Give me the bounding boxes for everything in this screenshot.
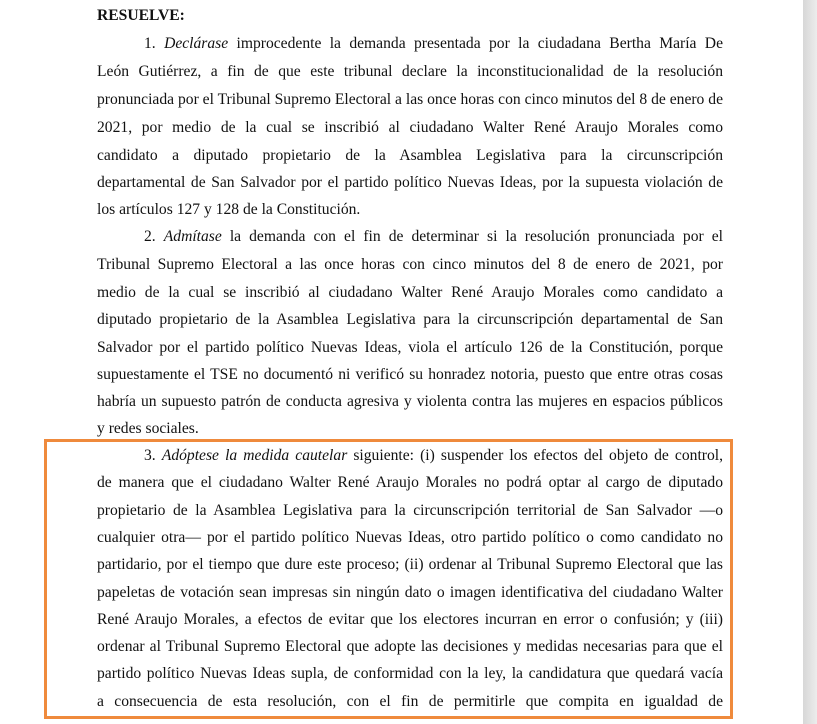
item-3-line-4: cualquier otra— por el partido político Nuevas Ideas, otro partido político o como candidato no [97, 529, 723, 546]
item-1-line-5: candidato a diputado propietario de la Asamblea Legislativa para la circunscripción [97, 147, 723, 164]
item-3-line-8: ordenar al Tribunal Supremo Electoral que adopte las decisiones y medidas necesarias para que el [97, 638, 723, 655]
highlight-box [44, 439, 733, 719]
item-2-line-3: medio de la cual se inscribió al ciudadano Walter René Araujo Morales como candidato a [97, 284, 723, 301]
item-1-line-7: los artículos 127 y 128 de la Constitución. [97, 201, 361, 218]
item-2-number: 2. [144, 228, 156, 245]
item-2-line-8: y redes sociales. [97, 420, 199, 437]
item-3-number: 3. [144, 447, 156, 464]
item-3-line-1: 3. Adóptese la medida cautelar siguiente: (i) suspender los efectos del objeto de control, [144, 447, 724, 464]
item-2-line-7: habría un supuesto patrón de conducta agresiva y violenta contra las mujeres en espacios públicos [97, 393, 723, 410]
item-3-line-5: partidario, por el tiempo que dure este proceso; (ii) ordenar al Tribunal Supremo Electoral que las [97, 556, 723, 573]
item-1-verb: Declárase [164, 35, 229, 52]
item-2-line-5: Salvador por el partido político Nuevas Ideas, viola el artículo 126 de la Constitución, porque [97, 339, 723, 356]
item-3-line-7: René Araujo Morales, a efectos de evitar que los electores incurran en error o confusión; y (iii) [97, 611, 723, 628]
item-1-line-3: pronunciada por el Tribunal Supremo Electoral a las once horas con cinco minutos del 8 de enero de [97, 91, 723, 108]
item-2-line-2: Tribunal Supremo Electoral a las once horas con cinco minutos del 8 de enero de 2021, por [97, 256, 723, 273]
item-1-line-2: León Gutiérrez, a fin de que este tribunal declare la inconstitucionalidad de la resolución [97, 63, 723, 80]
item-3-line-3: propietario de la Asamblea Legislativa para la circunscripción territorial de San Salvador —o [97, 502, 723, 519]
item-1-line-6: departamental de San Salvador por el partido político Nuevas Ideas, por la supuesta violación de [97, 174, 723, 191]
item-3-verb: Adóptese la medida cautelar [161, 447, 348, 464]
item-2-line-1: 2. Admítase la demanda con el fin de determinar si la resolución pronunciada por el [144, 228, 723, 245]
item-1-number: 1. [144, 35, 156, 52]
item-2-line-4: diputado propietario de la Asamblea Legislativa para la circunscripción departamental de San [97, 311, 723, 328]
item-1-line-4: 2021, por medio de la cual se inscribió al ciudadano Walter René Araujo Morales como [97, 119, 723, 136]
item-2-verb: Admítase [163, 228, 222, 245]
item-1-line-1: 1. Declárase improcedente la demanda presentada por la ciudadana Bertha María De [144, 35, 723, 52]
item-3-line-9: partido político Nuevas Ideas supla, de conformidad con la ley, la candidatura que quedará vacía [97, 665, 723, 682]
section-heading: RESUELVE: [97, 7, 185, 24]
item-3-line-6: papeletas de votación sean impresas sin ningún dato o imagen identificativa del ciudadano Walter [97, 584, 723, 601]
item-2-line-6: supuestamente el TSE no documentó ni verificó su honradez notoria, puesto que entre otras cosas [97, 366, 723, 383]
page-edge-shadow [803, 0, 817, 724]
item-3-line-2: de manera que el ciudadano Walter René Araujo Morales no podrá optar al cargo de diputado [97, 474, 723, 491]
item-3-line-10: a consecuencia de esta resolución, con el fin de permitirle que compita en igualdad de [97, 693, 723, 710]
